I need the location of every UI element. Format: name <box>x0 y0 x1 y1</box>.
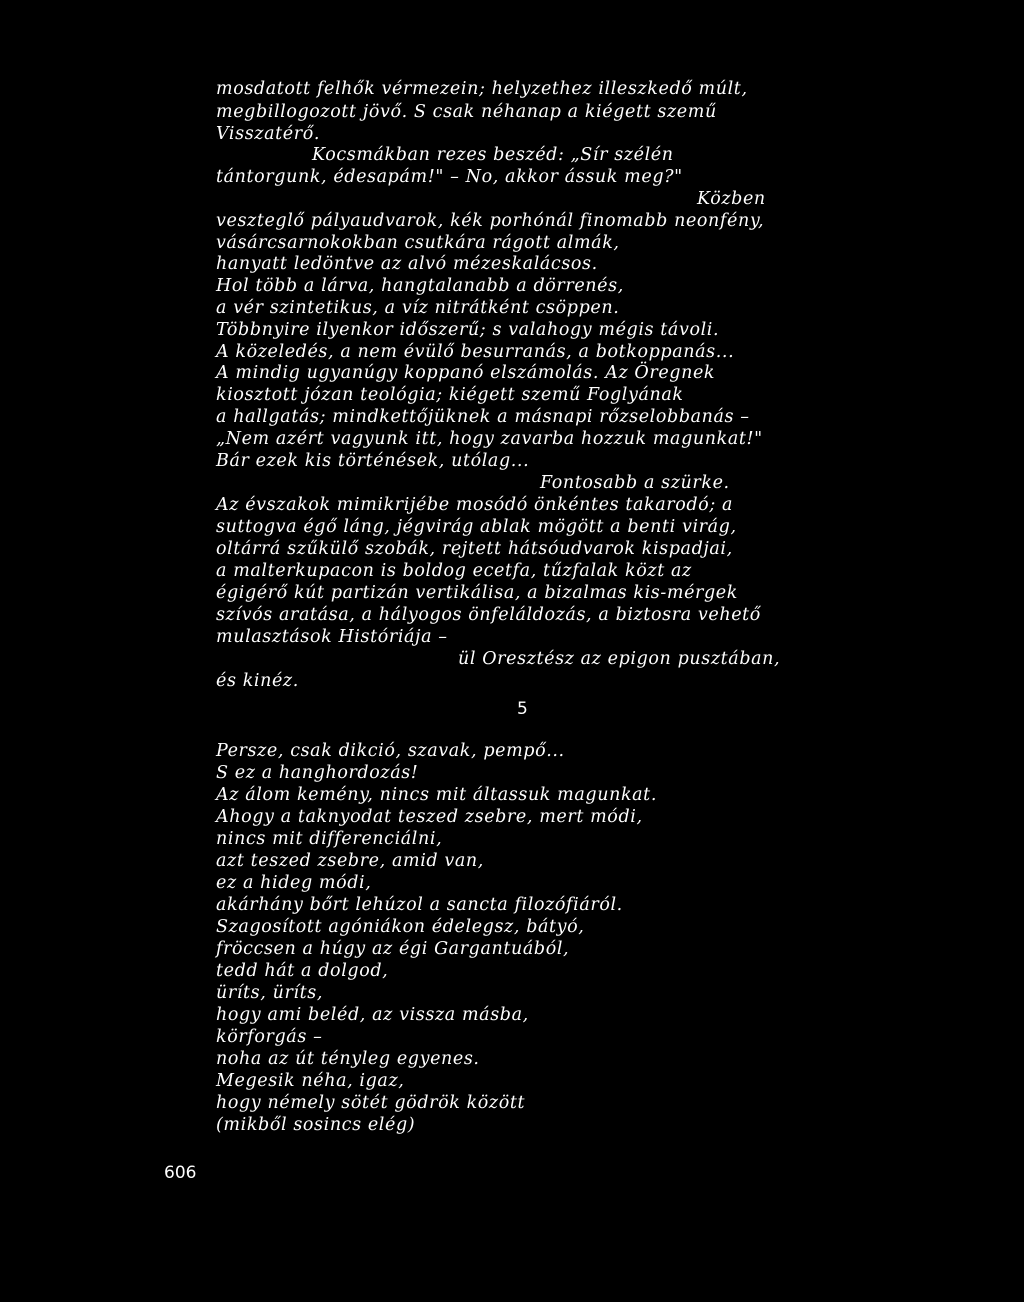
poem-line: Bár ezek kis történések, utólag... <box>216 451 530 471</box>
poem-line: A közeledés, a nem évülő besurranás, a botkoppanás... <box>216 342 735 362</box>
poem-line: a vér szintetikus, a víz nitrátként csöppen. <box>216 298 620 318</box>
poem-line: megbillogozott jövő. S csak néhanap a kiégett szemű <box>216 102 717 122</box>
poem-line: ül Oresztész az epigon pusztában, <box>458 649 781 669</box>
poem-line: a hallgatás; mindkettőjüknek a másnapi rőzselobbanás – <box>216 407 750 427</box>
poem-line: S ez a hanghordozás! <box>216 763 419 783</box>
poem-line: mulasztások Históriája – <box>216 627 448 647</box>
poem-line: A mindig ugyanúgy koppanó elszámolás. Az Öregnek <box>216 363 716 383</box>
poem-line: nincs mit differenciálni, <box>216 829 443 849</box>
poem-line: Kocsmákban rezes beszéd: „Sír szélén <box>312 145 674 165</box>
poem-line: és kinéz. <box>216 671 299 691</box>
poem-line: szívós aratása, a hályogos önfeláldozás, a biztosra vehető <box>216 605 761 625</box>
poem-line: égigérő kút partizán vertikálisa, a bizalmas kis-mérgek <box>216 583 738 603</box>
poem-line: oltárrá szűkülő szobák, rejtett hátsóudvarok kispadjai, <box>216 539 733 559</box>
poem-line: (mikből sosincs elég) <box>216 1115 416 1135</box>
poem-line: Az évszakok mimikrijébe mosódó önkéntes takarodó; a <box>216 495 734 515</box>
poem-line: Persze, csak dikció, szavak, pempő... <box>216 741 565 761</box>
poem-line: azt teszed zsebre, amid van, <box>216 851 484 871</box>
poem-line: Az álom kemény, nincs mit áltassuk magunkat. <box>216 785 657 805</box>
poem-line: Többnyire ilyenkor időszerű; s valahogy mégis távoli. <box>216 320 720 340</box>
section-number: 5 <box>517 699 528 719</box>
poem-line: Visszatérő. <box>216 124 320 144</box>
poem-line: körforgás – <box>216 1027 323 1047</box>
poem-line: akárhány bőrt lehúzol a sancta filozófiáról. <box>216 895 623 915</box>
poem-line: vásárcsarnokokban csutkára rágott almák, <box>216 233 620 253</box>
poem-line: üríts, üríts, <box>216 983 323 1003</box>
poem-line: mosdatott felhők vérmezein; helyzethez illeszkedő múlt, <box>216 79 748 99</box>
poem-line: Hol több a lárva, hangtalanabb a dörrenés, <box>216 276 624 296</box>
poem-line: Ahogy a taknyodat teszed zsebre, mert módi, <box>216 807 643 827</box>
page-number: 606 <box>164 1163 197 1183</box>
poem-line: a malterkupacon is boldog ecetfa, tűzfalak közt az <box>216 561 692 581</box>
poem-line: noha az út tényleg egyenes. <box>216 1049 480 1069</box>
poem-line: tedd hát a dolgod, <box>216 961 389 981</box>
poem-line: Megesik néha, igaz, <box>216 1071 405 1091</box>
poem-line: Szagosított agóniákon édelegsz, bátyó, <box>216 917 585 937</box>
poem-line: hogy ami beléd, az vissza másba, <box>216 1005 529 1025</box>
poem-line: „Nem azért vagyunk itt, hogy zavarba hozzuk magunkat!" <box>216 429 763 449</box>
poem-line: veszteglő pályaudvarok, kék porhónál finomabb neonfény, <box>216 211 765 231</box>
poem-line: fröccsen a húgy az égi Gargantuából, <box>216 939 570 959</box>
poem-line: Fontosabb a szürke. <box>540 473 730 493</box>
poem-line: tántorgunk, édesapám!" – No, akkor ássuk meg?" <box>216 167 683 187</box>
poem-line: Közben <box>697 189 766 209</box>
poem-line: kiosztott józan teológia; kiégett szemű Foglyának <box>216 385 684 405</box>
poem-line: ez a hideg módi, <box>216 873 372 893</box>
poem-line: suttogva égő láng, jégvirág ablak mögött a benti virág, <box>216 517 737 537</box>
poem-line: hanyatt ledöntve az alvó mézeskalácsos. <box>216 254 598 274</box>
poem-line: hogy némely sötét gödrök között <box>216 1093 526 1113</box>
